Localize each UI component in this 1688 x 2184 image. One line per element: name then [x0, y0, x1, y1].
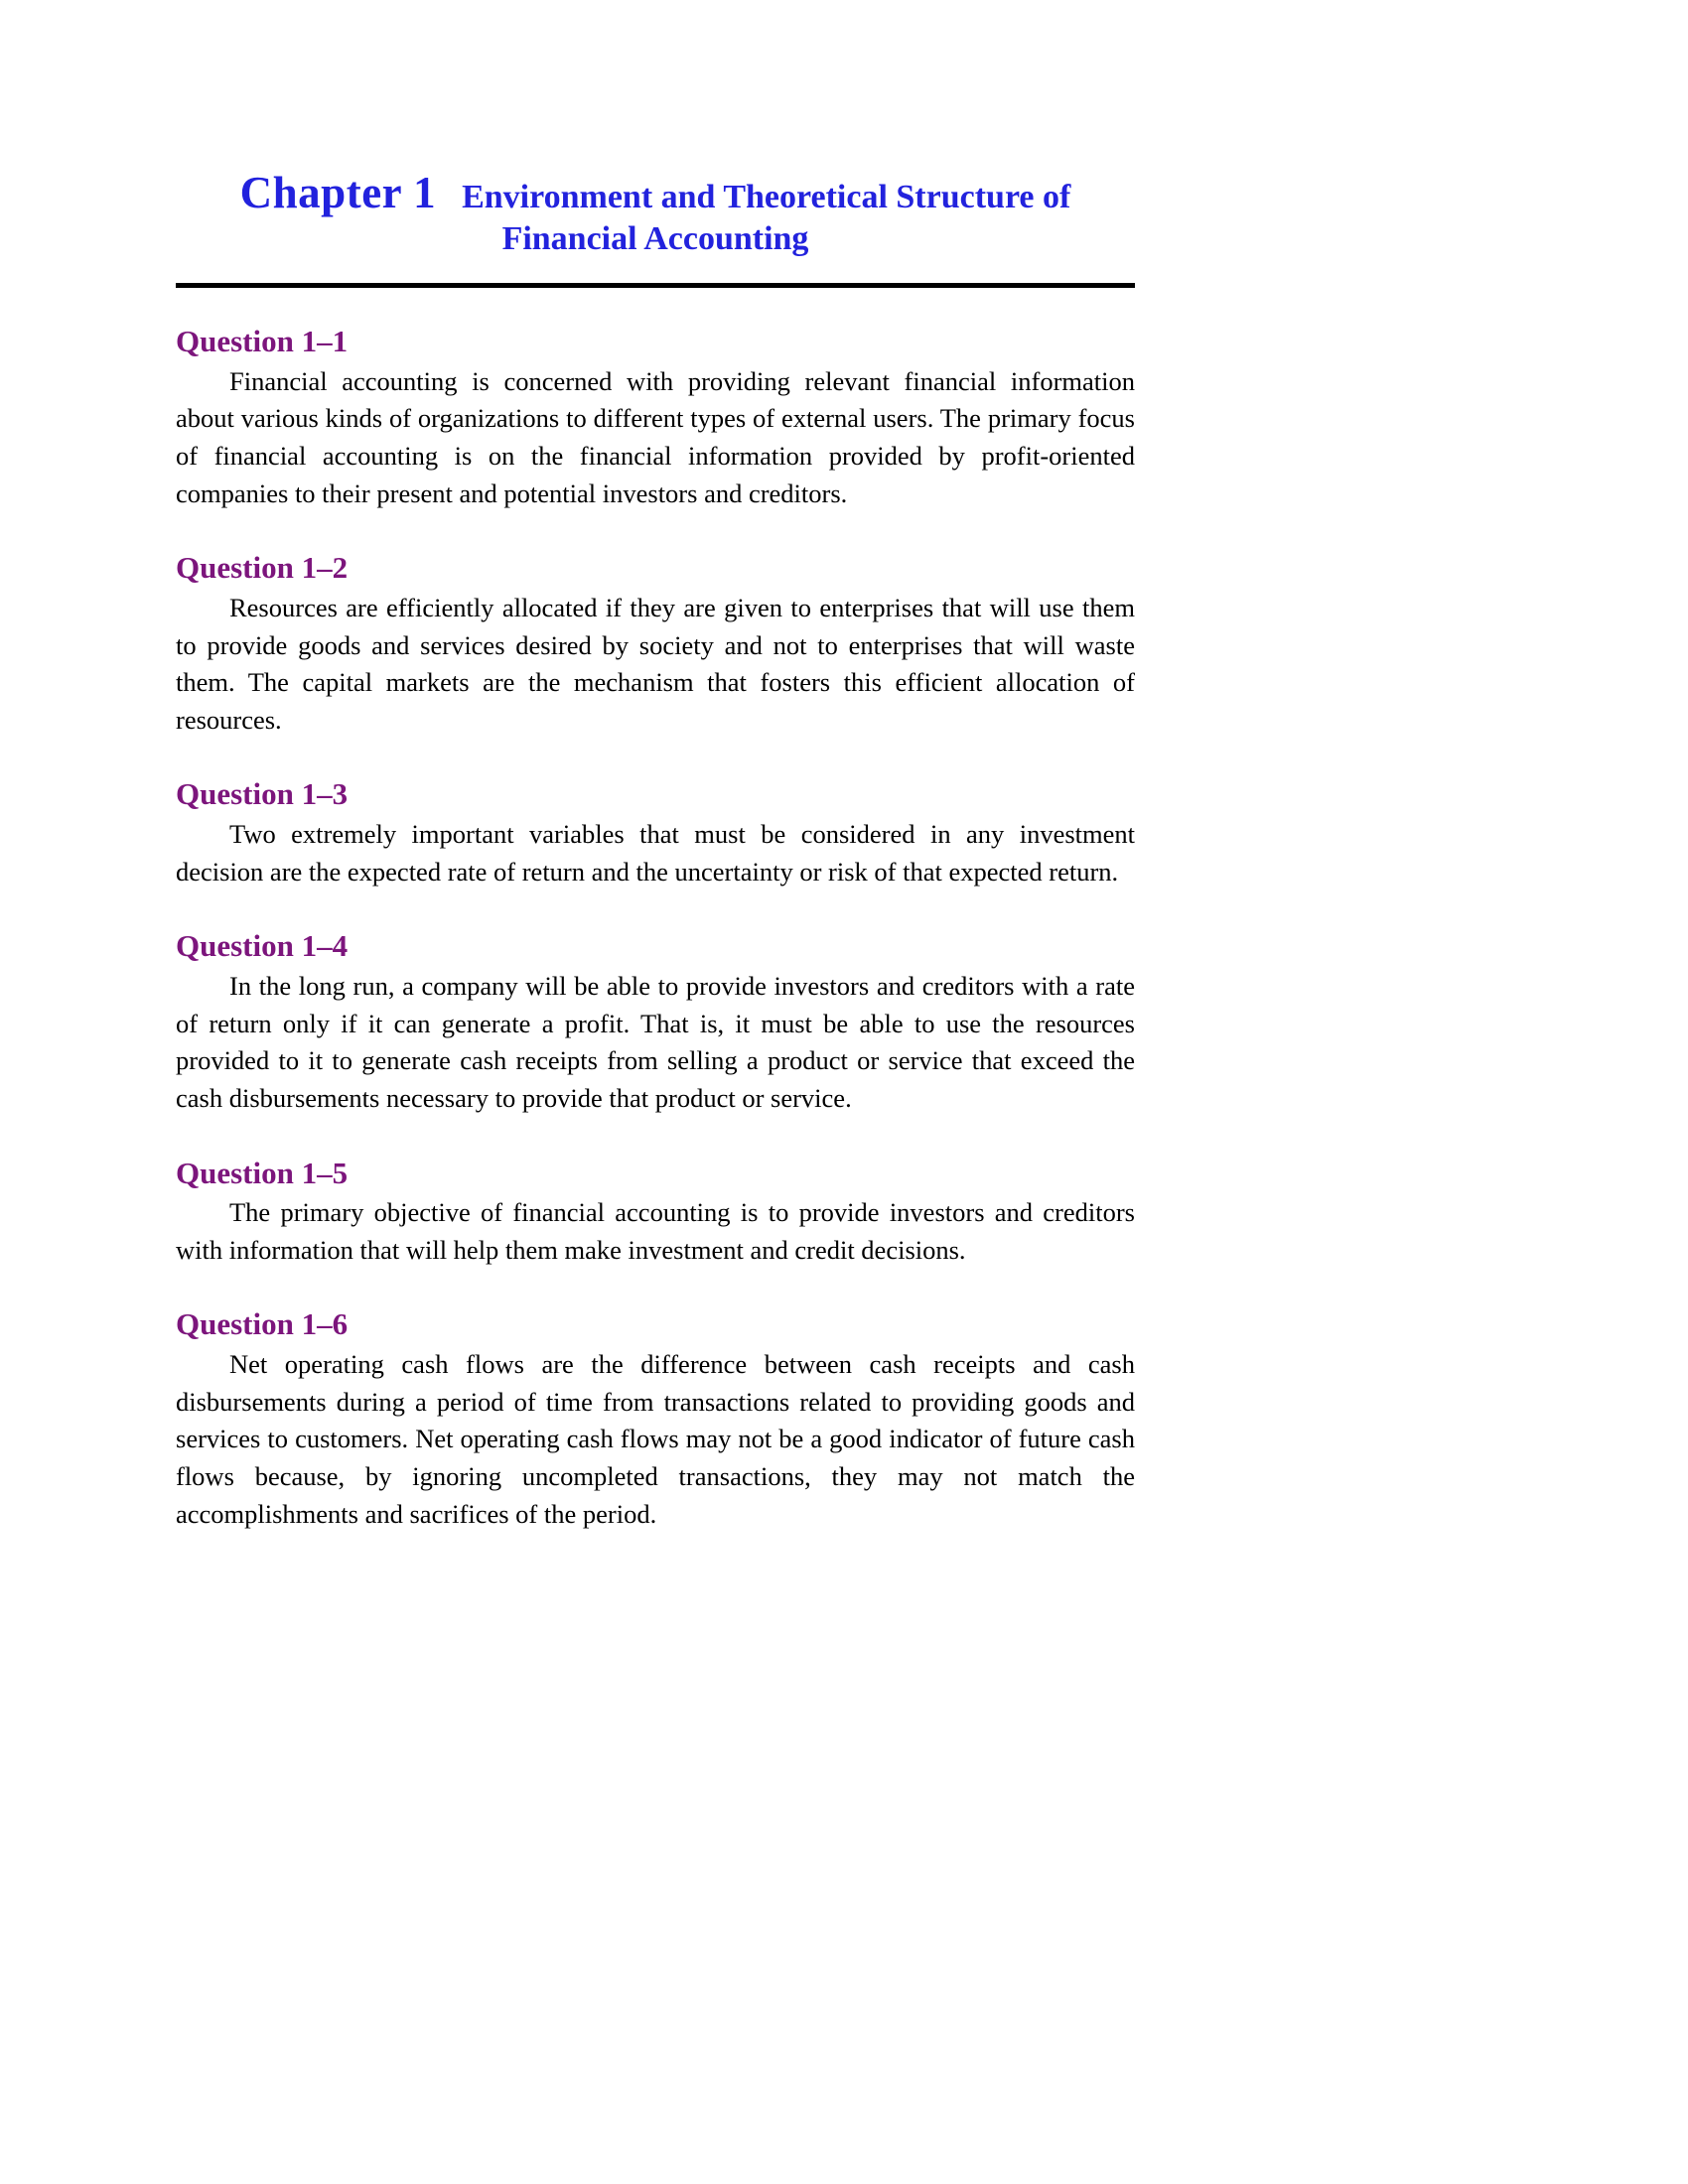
- question-answer-text: Financial accounting is concerned with providing relevant financial information about various kinds of organizations to different types of external users. The primary focus of financial accounting is on the financial information provided by profit-oriented companies to their present and potential investors and creditors.: [176, 365, 1135, 508]
- chapter-name-line-1: Environment and Theoretical Structure of: [462, 179, 1071, 215]
- question-answer-text: Resources are efficiently allocated if they are given to enterprises that will use them to provide goods and services desired by society and not to enterprises that will waste them. The capital markets are the mechanism that fosters this efficient allocation of resources.: [176, 592, 1135, 735]
- title-line-primary: [176, 167, 1135, 219]
- question-block-5: [176, 1156, 1135, 1270]
- question-heading: Question 1–6: [176, 1306, 349, 1342]
- page-title: [176, 167, 1135, 259]
- question-block-2: [176, 550, 1135, 739]
- question-heading: Question 1–5: [176, 1155, 349, 1190]
- question-answer-text: Two extremely important variables that must be considered in any investment decision are the expected rate of return and the uncertainty or risk of that expected return.: [176, 819, 1135, 887]
- chapter-name-line-2: Financial Accounting: [501, 220, 809, 258]
- chapter-number-label: Chapter 1: [239, 168, 437, 217]
- question-answer-text: Net operating cash flows are the difference between cash receipts and cash disbursements during a period of time from transactions related to providing goods and services to customers. Net operating cash flows may not be a good indicator of future cash flows because, by ignoring uncompleted transactions, they may not match the accomplishments and sacrifices of the period.: [176, 1349, 1135, 1529]
- question-answer-text: In the long run, a company will be able to provide investors and creditors with a rate of return only if it can generate a profit. That is, it must be able to use the resources provided to it to generate cash receipts from selling a product or service that exceed the cash disbursements necessary to provide that product or service.: [176, 971, 1135, 1113]
- question-block-4: [176, 928, 1135, 1117]
- question-heading: Question 1–3: [176, 776, 349, 812]
- question-heading: Question 1–4: [176, 928, 349, 964]
- question-heading: Question 1–1: [176, 324, 349, 359]
- question-block-3: [176, 776, 1135, 890]
- question-block-6: [176, 1306, 1135, 1533]
- page-content: [176, 0, 1135, 1533]
- title-divider: [176, 283, 1135, 288]
- question-answer-text: The primary objective of financial accounting is to provide investors and creditors with information that will help them make investment and credit decisions.: [176, 1197, 1135, 1265]
- question-heading: Question 1–2: [176, 550, 349, 586]
- question-block-1: [176, 324, 1135, 512]
